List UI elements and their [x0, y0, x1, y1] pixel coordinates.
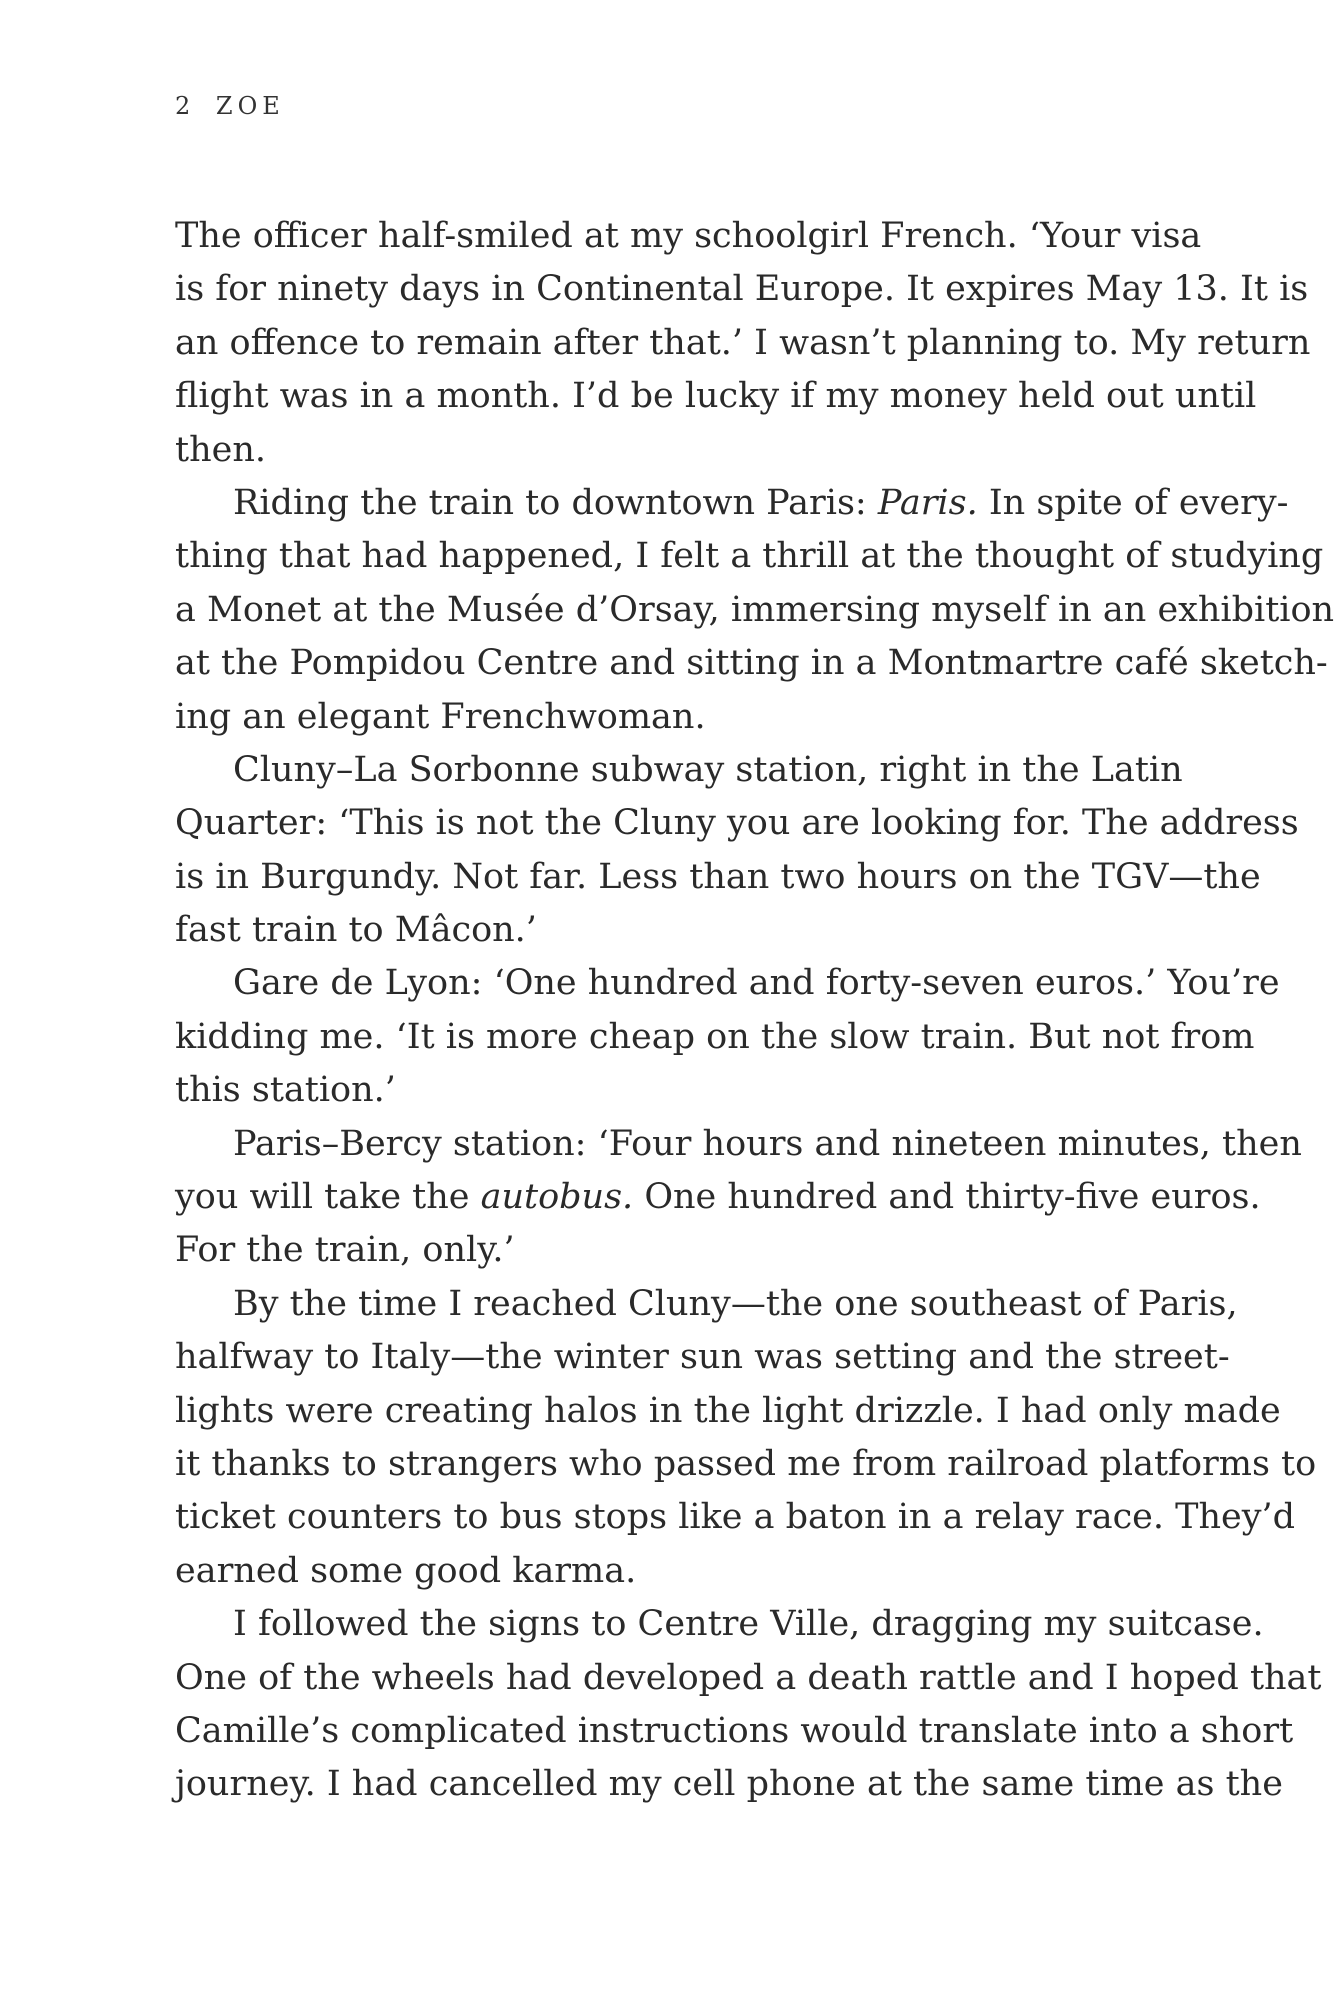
italic-word: autobus.	[480, 1177, 634, 1218]
text-line: lights were creating halos in the light drizzle. I had only made	[175, 1390, 1281, 1431]
text-line: fast train to Mâcon.’	[175, 910, 537, 951]
text-run: you will take the	[175, 1177, 481, 1218]
text-line: Paris–Bercy station: ‘Four hours and nineteen minutes, then	[233, 1123, 1302, 1164]
text-line	[175, 1171, 1261, 1224]
running-head	[175, 92, 285, 120]
text-line: halfway to Italy—the winter sun was setting and the street-	[175, 1337, 1230, 1378]
italic-word: Paris.	[877, 482, 978, 523]
text-line: kidding me. ‘It is more cheap on the slow train. But not from	[175, 1016, 1255, 1057]
body-text	[175, 210, 1334, 1910]
text-line: an offence to remain after that.’ I wasn’t planning to. My return	[175, 322, 1311, 363]
text-line: The officer half-smiled at my schoolgirl French. ‘Your visa	[175, 216, 1202, 256]
text-run: Riding the train to downtown Paris:	[233, 482, 878, 523]
text-line: this station.’	[175, 1070, 396, 1111]
text-run: One hundred and thirty-five euros.	[633, 1177, 1261, 1218]
text-line: thing that had happened, I felt a thrill at the thought of studying	[175, 536, 1324, 577]
text-line: is in Burgundy. Not far. Less than two hours on the TGV—the	[175, 856, 1261, 897]
text-line: flight was in a month. I’d be lucky if my money held out until	[175, 376, 1257, 417]
text-line: a Monet at the Musée d’Orsay, immersing myself in an exhibition	[175, 589, 1334, 630]
text-line: at the Pompidou Centre and sitting in a Montmartre café sketch-	[175, 643, 1328, 684]
text-line: By the time I reached Cluny—the one southeast of Paris,	[233, 1283, 1238, 1324]
text-line: Gare de Lyon: ‘One hundred and forty-seven euros.’ You’re	[233, 963, 1280, 1004]
text-line: For the train, only.’	[175, 1230, 515, 1271]
text-line: is for ninety days in Continental Europe. It expires May 13. It is	[175, 269, 1309, 310]
text-line: Quarter: ‘This is not the Cluny you are looking for. The address	[175, 803, 1299, 844]
chapter-title: ZOE	[215, 92, 285, 120]
text-line: then.	[175, 429, 266, 470]
page-number: 2	[175, 92, 194, 120]
text-run: In spite of every-	[977, 482, 1289, 523]
text-line: ing an elegant Frenchwoman.	[175, 696, 706, 737]
text-line	[175, 477, 1289, 530]
text-line: Cluny–La Sorbonne subway station, right in the Latin	[233, 749, 1183, 790]
text-line: it thanks to strangers who passed me from railroad platforms to	[175, 1443, 1317, 1484]
text-line: journey. I had cancelled my cell phone at the same time as the	[175, 1764, 1283, 1805]
text-line: earned some good karma.	[175, 1550, 637, 1591]
text-line: Camille’s complicated instructions would translate into a short	[175, 1710, 1294, 1751]
text-line: ticket counters to bus stops like a baton in a relay race. They’d	[175, 1497, 1296, 1538]
text-line: One of the wheels had developed a death rattle and I hoped that	[175, 1657, 1322, 1698]
text-line: I followed the signs to Centre Ville, dragging my suitcase.	[233, 1604, 1264, 1645]
